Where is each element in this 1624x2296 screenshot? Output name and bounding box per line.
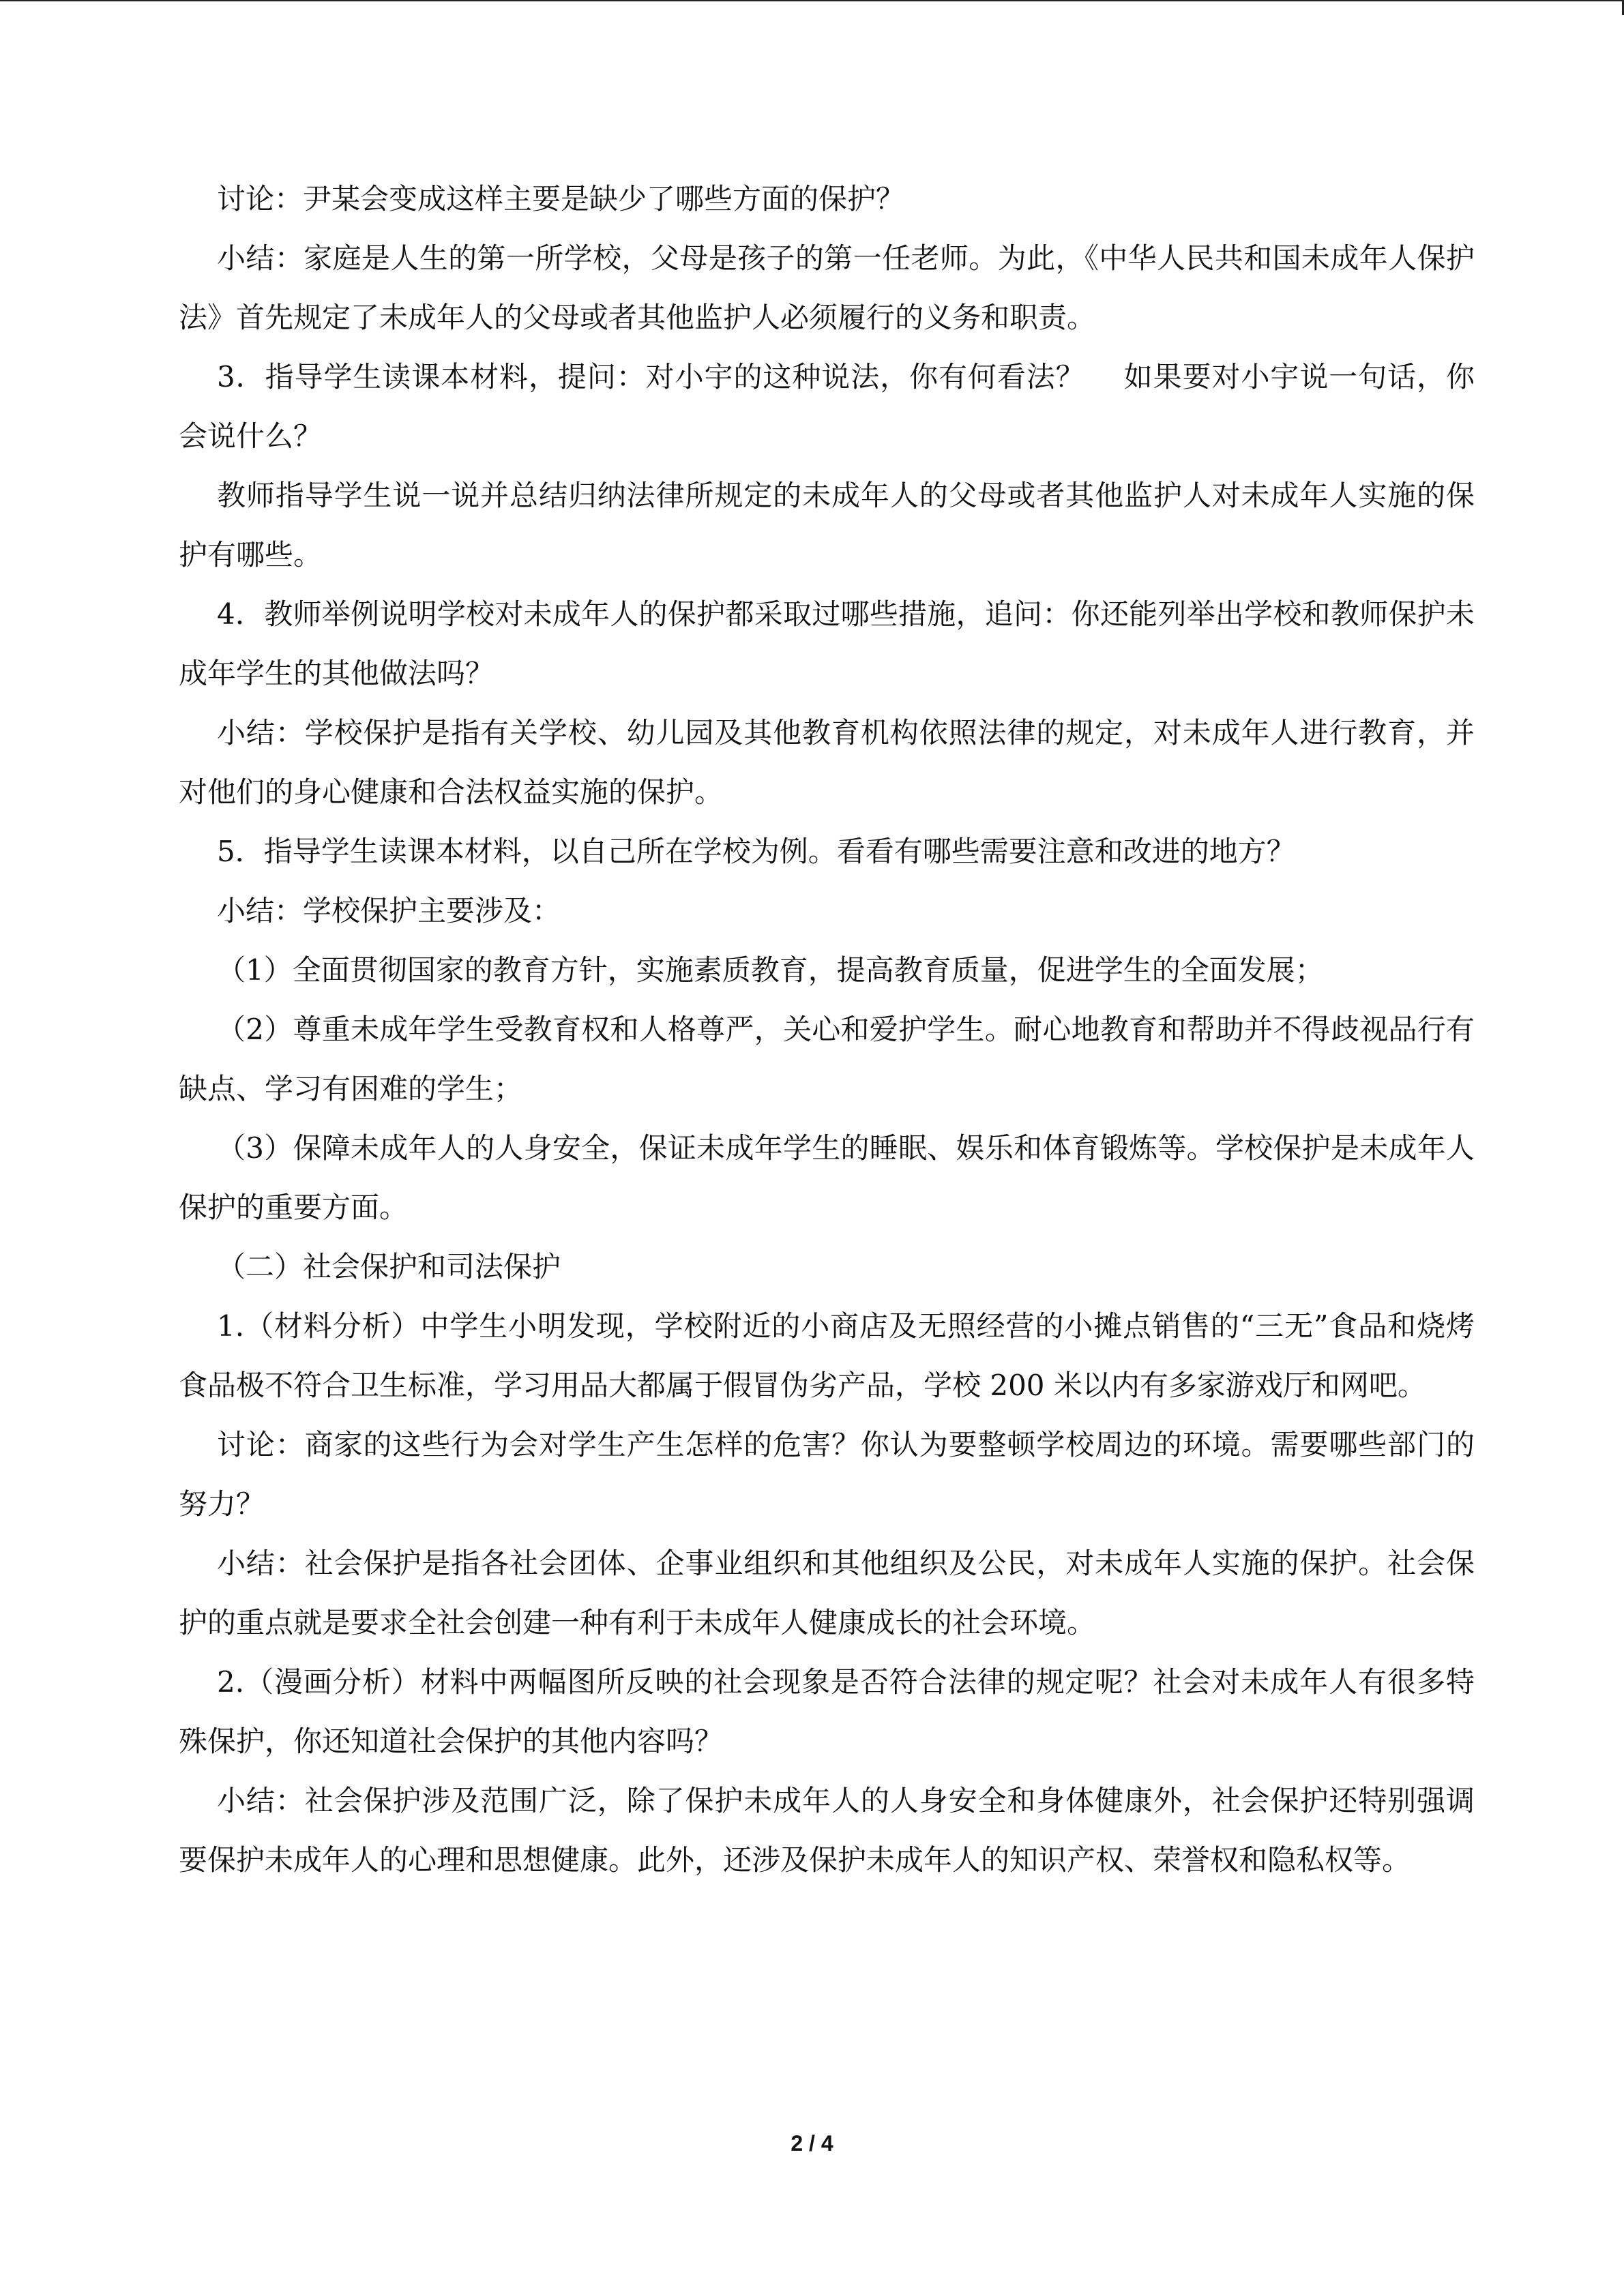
paragraph-teacher-guidance: 教师指导学生说一说并总结归纳法律所规定的未成年人的父母或者其他监护人对未成年人实施的保护有哪些。 (179, 479, 1475, 571)
paragraph-discussion-yin: 讨论：尹某会变成这样主要是缺少了哪些方面的保护？ (217, 182, 905, 215)
paragraph-comic-analysis: 2.（漫画分析）材料中两幅图所反映的社会现象是否符合法律的规定呢？社会对未成年人有很多特殊保护，你还知道社会保护的其他内容吗？ (179, 1665, 1475, 1758)
section-heading-social-judicial: （二）社会保护和司法保护 (217, 1250, 561, 1283)
list-item-3: （3）保障未成年人的人身安全，保证未成年学生的睡眠、娱乐和体育锻炼等。学校保护是未成年人保护的重要方面。 (179, 1131, 1475, 1224)
paragraph-material-analysis: 1.（材料分析）中学生小明发现，学校附近的小商店及无照经营的小摊点销售的“三无”食品和烧烤食品极不符合卫生标准，学习用品大都属于假冒伪劣产品，学校 200 米以内有多家游戏厅和网吧。 (179, 1309, 1475, 1402)
paragraph-step-3: 3．指导学生读课本材料，提问：对小宇的这种说法，你有何看法？ 如果要对小宇说一句话，你会说什么？ (179, 360, 1475, 453)
body-text (179, 169, 1475, 1890)
paragraph-step-5: 5．指导学生读课本材料，以自己所在学校为例。看看有哪些需要注意和改进的地方？ (217, 835, 1295, 868)
paragraph-step-4: 4．教师举例说明学校对未成年人的保护都采取过哪些措施，追问：你还能列举出学校和教师保护未成年学生的其他做法吗？ (179, 597, 1475, 690)
list-item-2: （2）尊重未成年学生受教育权和人格尊严，关心和爱护学生。耐心地教育和帮助并不得歧视品行有缺点、学习有困难的学生； (179, 1013, 1475, 1105)
list-item-1: （1）全面贯彻国家的教育方针，实施素质教育，提高教育质量，促进学生的全面发展； (217, 953, 1324, 987)
paragraph-discussion-merchants: 讨论：商家的这些行为会对学生产生怎样的危害？你认为要整顿学校周边的环境。需要哪些部门的努力？ (179, 1428, 1475, 1521)
page-number: 2 / 4 (791, 2131, 833, 2156)
top-border-line (0, 0, 1624, 1)
paragraph-summary-school-items: 小结：学校保护主要涉及： (217, 894, 561, 927)
paragraph-summary-social-scope: 小结：社会保护涉及范围广泛，除了保护未成年人的人身安全和身体健康外，社会保护还特别强调要保护未成年人的心理和思想健康。此外，还涉及保护未成年人的知识产权、荣誉权和隐私权等。 (179, 1784, 1475, 1877)
paragraph-summary-school: 小结：学校保护是指有关学校、幼儿园及其他教育机构依照法律的规定，对未成年人进行教育，并对他们的身心健康和合法权益实施的保护。 (179, 716, 1475, 809)
paragraph-summary-family: 小结：家庭是人生的第一所学校，父母是孩子的第一任老师。为此，《中华人民共和国未成年人保护法》首先规定了未成年人的父母或者其他监护人必须履行的义务和职责。 (179, 241, 1475, 334)
paragraph-summary-social: 小结：社会保护是指各社会团体、企事业组织和其他组织及公民，对未成年人实施的保护。社会保护的重点就是要求全社会创建一种有利于未成年人健康成长的社会环境。 (179, 1547, 1475, 1639)
